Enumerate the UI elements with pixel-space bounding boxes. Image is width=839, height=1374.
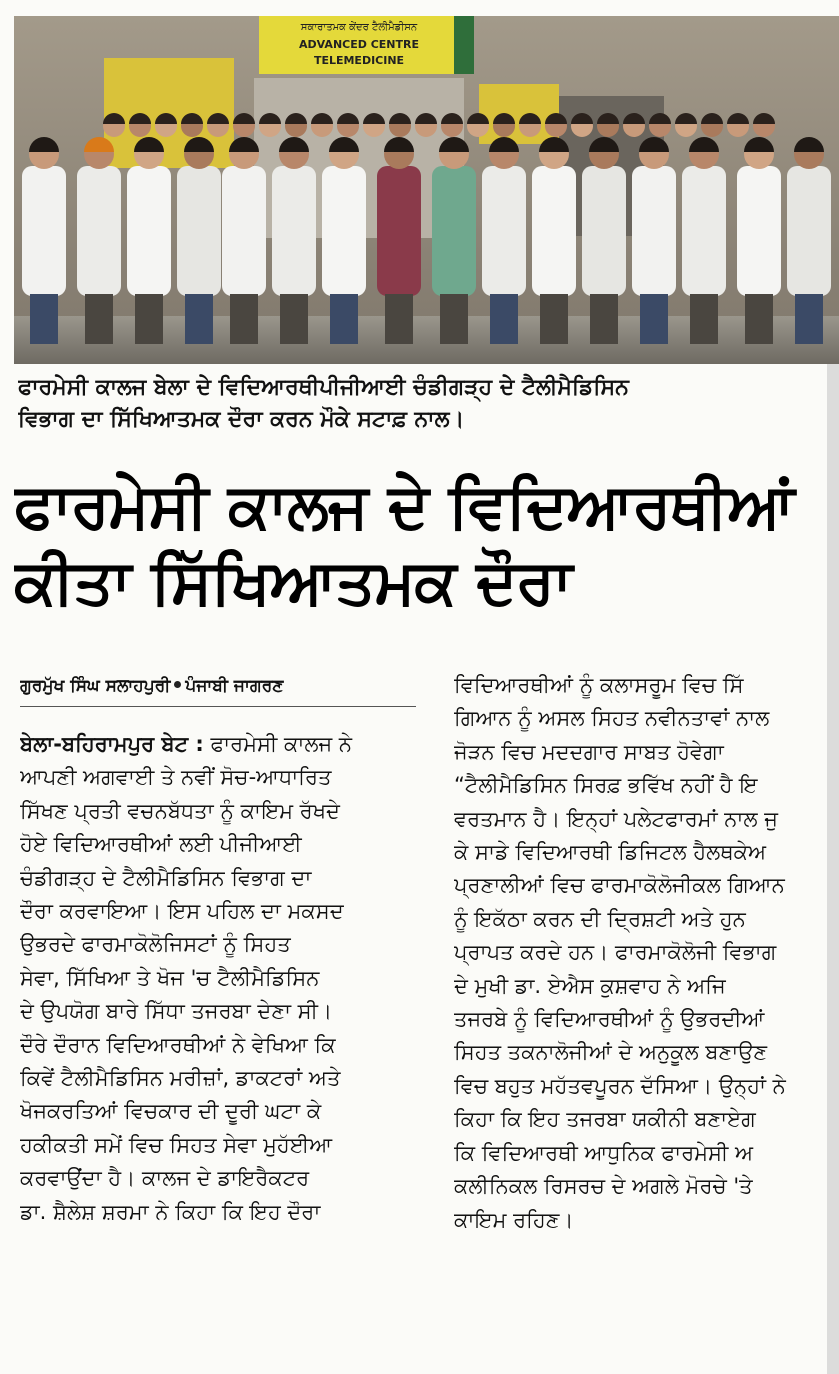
person-body — [482, 166, 526, 296]
person-legs — [135, 294, 163, 344]
article-line: ਹਕੀਕਤੀ ਸਮੇਂ ਵਿਚ ਸਿਹਤ ਸੇਵਾ ਮੁਹੱਈਆ — [20, 1132, 333, 1157]
person-body — [787, 166, 831, 296]
headline — [14, 468, 839, 620]
news-photo — [14, 16, 839, 364]
article-line: ਪ੍ਰਣਾਲੀਆਂ ਵਿਚ ਫਾਰਮਾਕੋਲੋਜੀਕਲ ਗਿਆਨ — [454, 873, 785, 898]
article-line: ਕਰਵਾਉਂਦਾ ਹੈ। ਕਾਲਜ ਦੇ ਡਾਇਰੈਕਟਰ — [20, 1166, 310, 1191]
person-legs — [745, 294, 773, 344]
person-body — [22, 166, 66, 296]
person-body — [632, 166, 676, 296]
article-line: ਦੌਰੇ ਦੌਰਾਨ ਵਿਦਿਆਰਥੀਆਂ ਨੇ ਵੇਖਿਆ ਕਿ — [20, 1032, 336, 1057]
person-legs — [385, 294, 413, 344]
person-body — [532, 166, 576, 296]
notice-board — [104, 58, 234, 168]
person-legs — [690, 294, 718, 344]
article-column-2 — [454, 669, 839, 1237]
dateline: ਬੇਲਾ-ਬਹਿਰਾਮਪੁਰ ਬੇਟ : — [20, 732, 204, 756]
person-legs — [85, 294, 113, 344]
person-body — [272, 166, 316, 296]
person-legs — [185, 294, 213, 344]
person-legs — [330, 294, 358, 344]
article-line: ਨੂੰ ਇਕੱਠਾ ਕਰਨ ਦੀ ਦ੍ਰਿਸ਼ਟੀ ਅਤੇ ਹੁਨ — [454, 906, 746, 931]
article-line: ਵਰਤਮਾਨ ਹੈ। ਇਨ੍ਹਾਂ ਪਲੇਟਫਾਰਮਾਂ ਨਾਲ ਜੁ — [454, 806, 778, 831]
person-legs — [280, 294, 308, 344]
group-photo-illustration — [14, 16, 839, 364]
article-line: ਕਿ ਵਿਦਿਆਰਥੀ ਆਧੁਨਿਕ ਫਾਰਮੇਸੀ ਅ — [454, 1140, 754, 1165]
person-body — [377, 166, 421, 296]
person-body — [322, 166, 366, 296]
caption-line: ਵਿਭਾਗ ਦਾ ਸਿੱਖਿਆਤਮਕ ਦੌਰਾ ਕਰਨ ਮੌਕੇ ਸਟਾਫ਼ ਨਾਲ। — [18, 407, 465, 432]
bullet-separator-icon — [174, 681, 181, 688]
sign-text-3: TELEMEDICINE — [313, 54, 405, 67]
article-line: “ਟੈਲੀਮੈਡਿਸਿਨ ਸਿਰਫ਼ ਭਵਿੱਖ ਨਹੀਂ ਹੈ ਇ — [454, 773, 758, 798]
article-line: ਗਿਆਨ ਨੂੰ ਅਸਲ ਸਿਹਤ ਨਵੀਨਤਾਵਾਂ ਨਾਲ — [454, 706, 770, 731]
article-line: ਦੇ ਮੁਖੀ ਡਾ. ਏਐਸ ਕੁਸ਼ਵਾਹ ਨੇ ਅਜਿ — [454, 973, 726, 998]
photo-caption — [18, 372, 839, 436]
person-body — [582, 166, 626, 296]
headline-line: ਕੀਤਾ ਸਿੱਖਿਆਤਮਕ ਦੌਰਾ — [14, 545, 572, 618]
article-line: ਕਲੀਨਿਕਲ ਰਿਸਰਚ ਦੇ ਅਗਲੇ ਮੋਰਚੇ 'ਤੇ — [454, 1174, 753, 1199]
article-line: ਚੰਡੀਗੜ੍ਹ ਦੇ ਟੈਲੀਮੈਡਿਸਿਨ ਵਿਭਾਗ ਦਾ — [20, 865, 312, 890]
article-line: ਕਿਵੇਂ ਟੈਲੀਮੈਡਿਸਿਨ ਮਰੀਜ਼ਾਂ, ਡਾਕਟਰਾਂ ਅਤੇ — [20, 1066, 341, 1091]
article-line: ਵਿਦਿਆਰਥੀਆਂ ਨੂੰ ਕਲਾਸਰੂਮ ਵਿਚ ਸਿੱ — [454, 673, 744, 697]
page-edge-shadow — [827, 364, 839, 1374]
person-body — [432, 166, 476, 296]
article-line: ਹੋਏ ਵਿਦਿਆਰਥੀਆਂ ਲਈ ਪੀਜੀਆਈ — [20, 832, 302, 857]
article-line: ਡਾ. ਸ਼ੈਲੇਸ਼ ਸ਼ਰਮਾ ਨੇ ਕਿਹਾ ਕਿ ਇਹ ਦੌਰਾ — [20, 1199, 321, 1224]
article-column-1 — [20, 728, 418, 1229]
person-body — [77, 166, 121, 296]
headline-line: ਫਾਰਮੇਸੀ ਕਾਲਜ ਦੇ ਵਿਦਿਆਰਥੀਆਂ — [14, 469, 794, 542]
person-legs — [490, 294, 518, 344]
person-legs — [640, 294, 668, 344]
article-line-text: ਫਾਰਮੇਸੀ ਕਾਲਜ ਨੇ — [203, 732, 353, 756]
article-line: ਪ੍ਰਾਪਤ ਕਰਦੇ ਹਨ। ਫਾਰਮਾਕੋਲੋਜੀ ਵਿਭਾਗ — [454, 940, 777, 965]
article-line: ਕਿਹਾ ਕਿ ਇਹ ਤਜਰਬਾ ਯਕੀਨੀ ਬਣਾਏਗ — [454, 1107, 756, 1132]
person-body — [682, 166, 726, 296]
article-line: ਦੌਰਾ ਕਰਵਾਇਆ। ਇਸ ਪਹਿਲ ਦਾ ਮਕਸਦ — [20, 899, 344, 924]
article-line: ਦੇ ਉਪਯੋਗ ਬਾਰੇ ਸਿੱਧਾ ਤਜਰਬਾ ਦੇਣਾ ਸੀ। — [20, 999, 333, 1024]
article-line: ਕਾਇਮ ਰਹਿਣ। — [454, 1207, 574, 1232]
article-line: ਕੇ ਸਾਡੇ ਵਿਦਿਆਰਥੀ ਡਿਜਿਟਲ ਹੈਲਥਕੇਅ — [454, 840, 767, 865]
author-name: ਗੁਰਮੁੱਖ ਸਿੰਘ ਸਲਾਹਪੁਰੀ — [20, 676, 171, 696]
article-line: ਸਿਹਤ ਤਕਨਾਲੋਜੀਆਂ ਦੇ ਅਨੁਕੂਲ ਬਣਾਉਣ — [454, 1040, 768, 1065]
person-legs — [440, 294, 468, 344]
article-line: ਸਿੱਖਣ ਪ੍ਰਤੀ ਵਚਨਬੱਧਤਾ ਨੂੰ ਕਾਇਮ ਰੱਖਦੇ — [20, 798, 340, 823]
article-line: ਉਭਰਦੇ ਫਾਰਮਾਕੋਲੋਜਿਸਟਾਂ ਨੂੰ ਸਿਹਤ — [20, 932, 291, 957]
article-line: ਜੋੜਨ ਵਿਚ ਮਦਦਗਾਰ ਸਾਬਤ ਹੋਵੇਗਾ — [454, 739, 724, 764]
person-body — [127, 166, 171, 296]
byline — [20, 676, 416, 707]
caption-line: ਫਾਰਮੇਸੀ ਕਾਲਜ ਬੇਲਾ ਦੇ ਵਿਦਿਆਰਥੀਪੀਜੀਆਈ ਚੰਡੀਗੜ੍ਹ ਦੇ ਟੈਲੀਮੈਡਿਸਿਨ — [18, 375, 629, 400]
person-body — [177, 166, 221, 296]
person-legs — [540, 294, 568, 344]
publication-name: ਪੰਜਾਬੀ ਜਾਗਰਣ — [185, 676, 284, 696]
sign-text-2: ADVANCED CENTRE — [299, 38, 419, 51]
person-legs — [795, 294, 823, 344]
person-body — [222, 166, 266, 296]
article-line: ਸੇਵਾ, ਸਿੱਖਿਆ ਤੇ ਖੋਜ 'ਚ ਟੈਲੀਮੈਡਿਸਿਨ — [20, 965, 320, 990]
person-legs — [30, 294, 58, 344]
article-line: ਖੋਜਕਰਤਿਆਂ ਵਿਚਕਾਰ ਦੀ ਦੂਰੀ ਘਟਾ ਕੇ — [20, 1099, 322, 1124]
article-line: ਤਜਰਬੇ ਨੂੰ ਵਿਦਿਆਰਥੀਆਂ ਨੂੰ ਉਭਰਦੀਆਂ — [454, 1007, 765, 1032]
article-line: ਵਿਚ ਬਹੁਤ ਮਹੱਤਵਪੂਰਨ ਦੱਸਿਆ। ਉਨ੍ਹਾਂ ਨੇ — [454, 1073, 786, 1098]
article-line: ਆਪਣੀ ਅਗਵਾਈ ਤੇ ਨਵੀਂ ਸੋਚ-ਆਧਾਰਿਤ — [20, 765, 332, 790]
person-legs — [230, 294, 258, 344]
person-legs — [590, 294, 618, 344]
person-body — [737, 166, 781, 296]
sign-text-1: ਸਕਾਰਾਤਮਕ ਕੇਂਦਰ ਟੈਲੀਮੈਡੀਸਨ — [300, 22, 418, 33]
article-line — [20, 728, 418, 761]
